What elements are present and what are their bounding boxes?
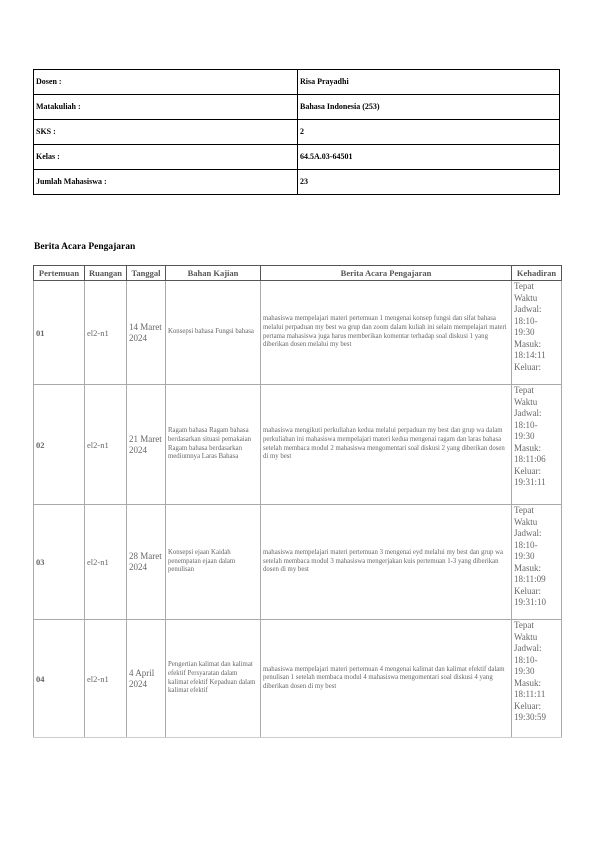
info-value: 2 [298,120,560,145]
kehadiran-line: Keluar: [514,700,541,711]
cell-berita-acara: mahasiswa mempelajari materi pertemuan 3 mengenai eyd melalui my best dan grup wa setelah membaca modul 3 mahasiswa mengerjakan kuis pertemuan 1-3 yang diberikan dosen di my best [261,505,512,620]
table-row [34,620,562,738]
cell-bahan-kajian: Pengertian kalimat dan kalimat efektif Persyaratan dalam kalimat efektif Kepaduan dalam kalimat efektif [166,620,261,738]
kehadiran-line: Jadwal: [514,408,542,418]
table-header-row [34,266,562,281]
course-info-table [33,69,560,195]
kehadiran-line: 18:10- [514,419,538,430]
kehadiran-line: 18:11:11 [514,689,546,699]
cell-kehadiran [512,620,562,738]
kehadiran-line: 18:10- [514,539,538,550]
cell-ruangan: el2-n1 [85,620,127,738]
kehadiran-line: Tepat [514,281,534,291]
kehadiran-line: Tepat [514,620,534,630]
cell-berita-acara: mahasiswa mengikuti perkuliahan kedua melalui perpaduan my best dan grup wa dalam perkuliahan ini mahasiswa mempelajari materi kedua mengenai ragam dan laras bahasa setelah membaca modul 2 mahasiswa mengomentari soal diskusi 2 yang diberikan dosen di my best [261,385,512,505]
cell-pertemuan: 04 [34,620,85,738]
kehadiran-line: 19:30 [514,666,535,676]
table-row [34,385,562,505]
cell-berita-acara: mahasiswa mempelajari materi pertemuan 1 mengenai konsep fungsi dan sifat bahasa melalui perpaduan my best wa grup dan zoom dalam kuliah ini selain mempelajari materi pertama mahasiswa juga harus memberikan komentar terhadap soal diskusi 1 yang diberikan dosen melalui my best [261,281,512,385]
header-kehadiran: Kehadiran [512,266,562,281]
cell-kehadiran [512,281,562,385]
table-row [34,505,562,620]
kehadiran-line: Jadwal: [514,304,542,314]
cell-kehadiran [512,385,562,505]
header-pertemuan: Pertemuan [34,266,85,281]
header-tanggal: Tanggal [127,266,166,281]
kehadiran-line: Masuk: [514,562,541,573]
kehadiran-line: Waktu [514,631,538,642]
kehadiran-line: Masuk: [514,442,541,453]
info-row-matakuliah [34,95,560,120]
cell-bahan-kajian: Ragam bahasa Ragam bahasa berdasarkan situasi pemakaian Ragam bahasa berdasarkan mediumnya Laras Bahasa [166,385,261,505]
kehadiran-line: 19:31:10 [514,597,547,607]
info-row-dosen [34,70,560,95]
kehadiran-line: 18:10- [514,654,538,665]
info-label: Dosen : [34,70,298,95]
kehadiran-line: 19:30 [514,431,535,441]
cell-ruangan: el2-n1 [85,385,127,505]
kehadiran-line: 19:30 [514,551,535,561]
info-label: Matakuliah : [34,95,298,120]
info-label: Kelas : [34,145,298,170]
cell-ruangan: el2-n1 [85,281,127,385]
info-row-kelas [34,145,560,170]
kehadiran-line: Jadwal: [514,528,542,538]
kehadiran-line: Tepat [514,385,534,395]
kehadiran-line: Keluar: [514,465,541,476]
info-value: Bahasa Indonesia (253) [298,95,560,120]
kehadiran-line: 19:31:11 [514,477,546,487]
kehadiran-line: Jadwal: [514,643,542,653]
cell-kehadiran [512,505,562,620]
kehadiran-line: Waktu [514,396,538,407]
cell-pertemuan: 03 [34,505,85,620]
info-value: 23 [298,170,560,195]
berita-acara-table [33,265,562,738]
header-ruangan: Ruangan [85,266,127,281]
header-bahan-kajian: Bahan Kajian [166,266,261,281]
kehadiran-line: 18:14:11 [514,350,546,360]
kehadiran-line: 18:10- [514,315,538,326]
info-row-jumlah-mahasiswa [34,170,560,195]
info-row-sks [34,120,560,145]
cell-ruangan: el2-n1 [85,505,127,620]
kehadiran-line: Keluar: [514,361,541,372]
kehadiran-line: Masuk: [514,677,541,688]
cell-pertemuan: 01 [34,281,85,385]
kehadiran-line: 18:11:09 [514,574,546,584]
cell-tanggal: 4 April 2024 [127,620,166,738]
kehadiran-line: Masuk: [514,338,541,349]
kehadiran-line: Waktu [514,516,538,527]
header-berita-acara: Berita Acara Pengajaran [261,266,512,281]
table-row [34,281,562,385]
cell-tanggal: 28 Maret 2024 [127,505,166,620]
info-label: Jumlah Mahasiswa : [34,170,298,195]
kehadiran-line: Waktu [514,292,538,303]
kehadiran-line: 19:30:59 [514,712,547,722]
kehadiran-line: Keluar: [514,585,541,596]
cell-pertemuan: 02 [34,385,85,505]
section-title: Berita Acara Pengajaran [34,242,136,252]
info-value: Risa Prayadhi [298,70,560,95]
cell-bahan-kajian: Konsepsi bahasa Fungsi bahasa [166,281,261,385]
info-value: 64.5A.03-64501 [298,145,560,170]
kehadiran-line: 19:30 [514,327,535,337]
cell-tanggal: 21 Maret 2024 [127,385,166,505]
cell-bahan-kajian: Konsepsi ejaan Kaidah penempatan ejaan dalam penulisan [166,505,261,620]
kehadiran-line: Tepat [514,505,534,515]
cell-berita-acara: mahasiswa mempelajari materi pertemuan 4 mengenai kalimat dan kalimat efektif dalam penulisan 1 setelah membaca modul 4 mahasiswa mengomentari soal diskusi 4 yang diberikan dosen di my best [261,620,512,738]
cell-tanggal: 14 Maret 2024 [127,281,166,385]
kehadiran-line: 18:11:06 [514,454,546,464]
info-label: SKS : [34,120,298,145]
